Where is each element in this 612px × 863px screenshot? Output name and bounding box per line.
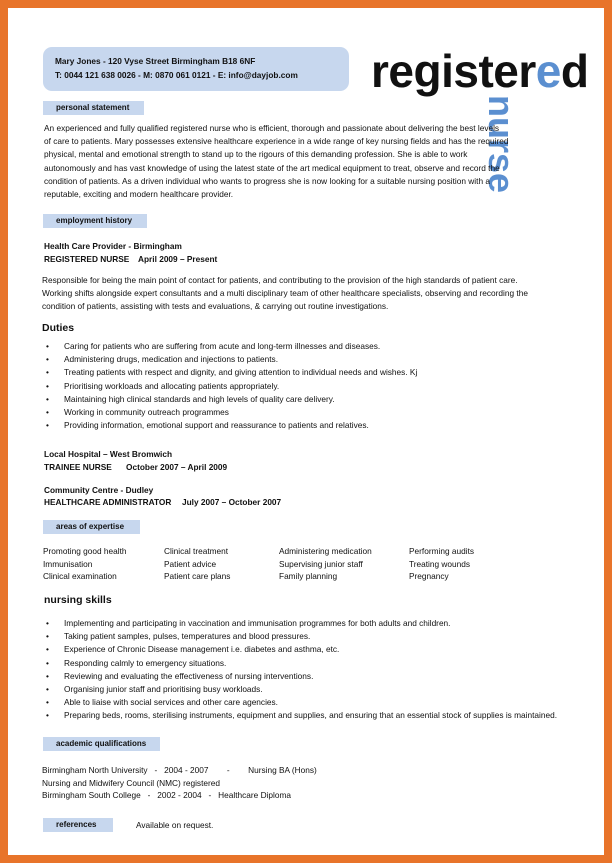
list-item: • Prioritising workloads and allocating patients appropriately. bbox=[49, 380, 417, 393]
nursing-skills-heading: nursing skills bbox=[44, 594, 112, 606]
section-tag-employment-history: employment history bbox=[43, 214, 147, 228]
list-item: • Responding calmly to emergency situations. bbox=[49, 657, 557, 670]
logo-registered: registered bbox=[371, 45, 589, 97]
list-item: • Organising junior staff and prioritising busy workloads. bbox=[49, 683, 557, 696]
job1-description: Responsible for being the main point of contact for patients, and contributing to the provision of the high standards of patient care. Working shifts alongside expert consultants and a multi disciplinary team of other healthcare specialists, observing and recording the condition of patients, assisting with tests and evaluations, & carrying out routine investigations. bbox=[42, 275, 528, 312]
references-text: Available on request. bbox=[136, 820, 214, 830]
job2-title: TRAINEE NURSE bbox=[44, 462, 112, 472]
academic-list bbox=[42, 764, 317, 802]
job1-title: REGISTERED NURSE bbox=[44, 254, 130, 264]
list-item: • Reviewing and evaluating the effectiveness of nursing interventions. bbox=[49, 670, 557, 683]
list-item: • Experience of Chronic Disease management i.e. diabetes and asthma, etc. bbox=[49, 643, 557, 656]
contact-address: Mary Jones - 120 Vyse Street Birmingham B18 6NF bbox=[55, 56, 256, 66]
list-item: • Maintaining high clinical standards and high levels of quality care delivery. bbox=[49, 393, 417, 406]
expertise-column-1: Promoting good health Immunisation Clinical examination bbox=[43, 546, 127, 581]
duties-heading: Duties bbox=[42, 322, 75, 334]
list-item: • Able to liaise with social services and other care agencies. bbox=[49, 696, 557, 709]
list-item: • Taking patient samples, pulses, temperatures and blood pressures. bbox=[49, 630, 557, 643]
contact-phones-email: T: 0044 121 638 0026 - M: 0870 061 0121 - E: info@dayjob.com bbox=[55, 70, 298, 80]
list-item: • Implementing and participating in vaccination and immunisation programmes for both adults and children. bbox=[49, 617, 557, 630]
section-tag-areas-of-expertise: areas of expertise bbox=[43, 520, 140, 534]
section-tag-academic-qualifications: academic qualifications bbox=[43, 737, 160, 751]
nursing-skills-list bbox=[49, 617, 557, 723]
list-item: • Working in community outreach programmes bbox=[49, 406, 417, 419]
expertise-column-2: Clinical treatment Patient advice Patient care plans bbox=[164, 546, 231, 581]
list-item: Birmingham South College - 2002 - 2004 - Healthcare Diploma bbox=[42, 790, 292, 800]
expertise-column-3: Administering medication Supervising junior staff Family planning bbox=[279, 546, 372, 581]
section-tag-references: references bbox=[43, 818, 113, 832]
section-tag-personal-statement: personal statement bbox=[43, 101, 144, 115]
resume-page bbox=[8, 8, 604, 855]
contact-box bbox=[43, 47, 349, 91]
list-item: Nursing and Midwifery Council (NMC) registered bbox=[42, 777, 220, 788]
list-item: Birmingham North University - 2004 - 2007 - Nursing BA (Hons) bbox=[42, 765, 317, 775]
job2-dates: October 2007 – April 2009 bbox=[126, 462, 228, 472]
job1-employer: Health Care Provider - Birmingham bbox=[44, 241, 182, 251]
list-item: • Caring for patients who are suffering from acute and long-term illnesses and diseases. bbox=[49, 340, 417, 353]
personal-statement-text: An experienced and fully qualified registered nurse who is efficient, thorough and passionate about delivering the best levels of care to patients. Mary possesses extensive healthcare experience in a wide range of key nursing fields and has the required physical, mental and emotional strength to stand up to the rigours of this demanding profession. She is able to work autonomously and has vast knowledge of using the latest state of the art medical equipment to treat, observe and record the condition of patients. As a driven individual who wants to progress she is now looking for a suitable nursing position with a reputable, exciting and modern healthcare provider. bbox=[44, 123, 509, 200]
list-item: • Treating patients with respect and dignity, and giving attention to individual needs and wishes. Kj bbox=[49, 366, 417, 379]
duties-list bbox=[49, 340, 417, 432]
job3-dates: July 2007 – October 2007 bbox=[182, 497, 282, 507]
logo-nurse-vertical: nurse bbox=[481, 95, 522, 194]
job2-employer: Local Hospital – West Bromwich bbox=[44, 449, 173, 459]
job1-dates: April 2009 – Present bbox=[138, 254, 218, 264]
list-item: • Providing information, emotional support and reassurance to patients and relatives. bbox=[49, 419, 417, 432]
job3-title: HEALTHCARE ADMINISTRATOR bbox=[44, 497, 172, 507]
list-item: • Preparing beds, rooms, sterilising instruments, equipment and supplies, and ensuring that an essential stock of supplies is maintained. bbox=[49, 709, 557, 722]
expertise-column-4: Performing audits Treating wounds Pregnancy bbox=[409, 546, 475, 581]
list-item: • Administering drugs, medication and injections to patients. bbox=[49, 353, 417, 366]
job3-employer: Community Centre - Dudley bbox=[44, 485, 154, 495]
